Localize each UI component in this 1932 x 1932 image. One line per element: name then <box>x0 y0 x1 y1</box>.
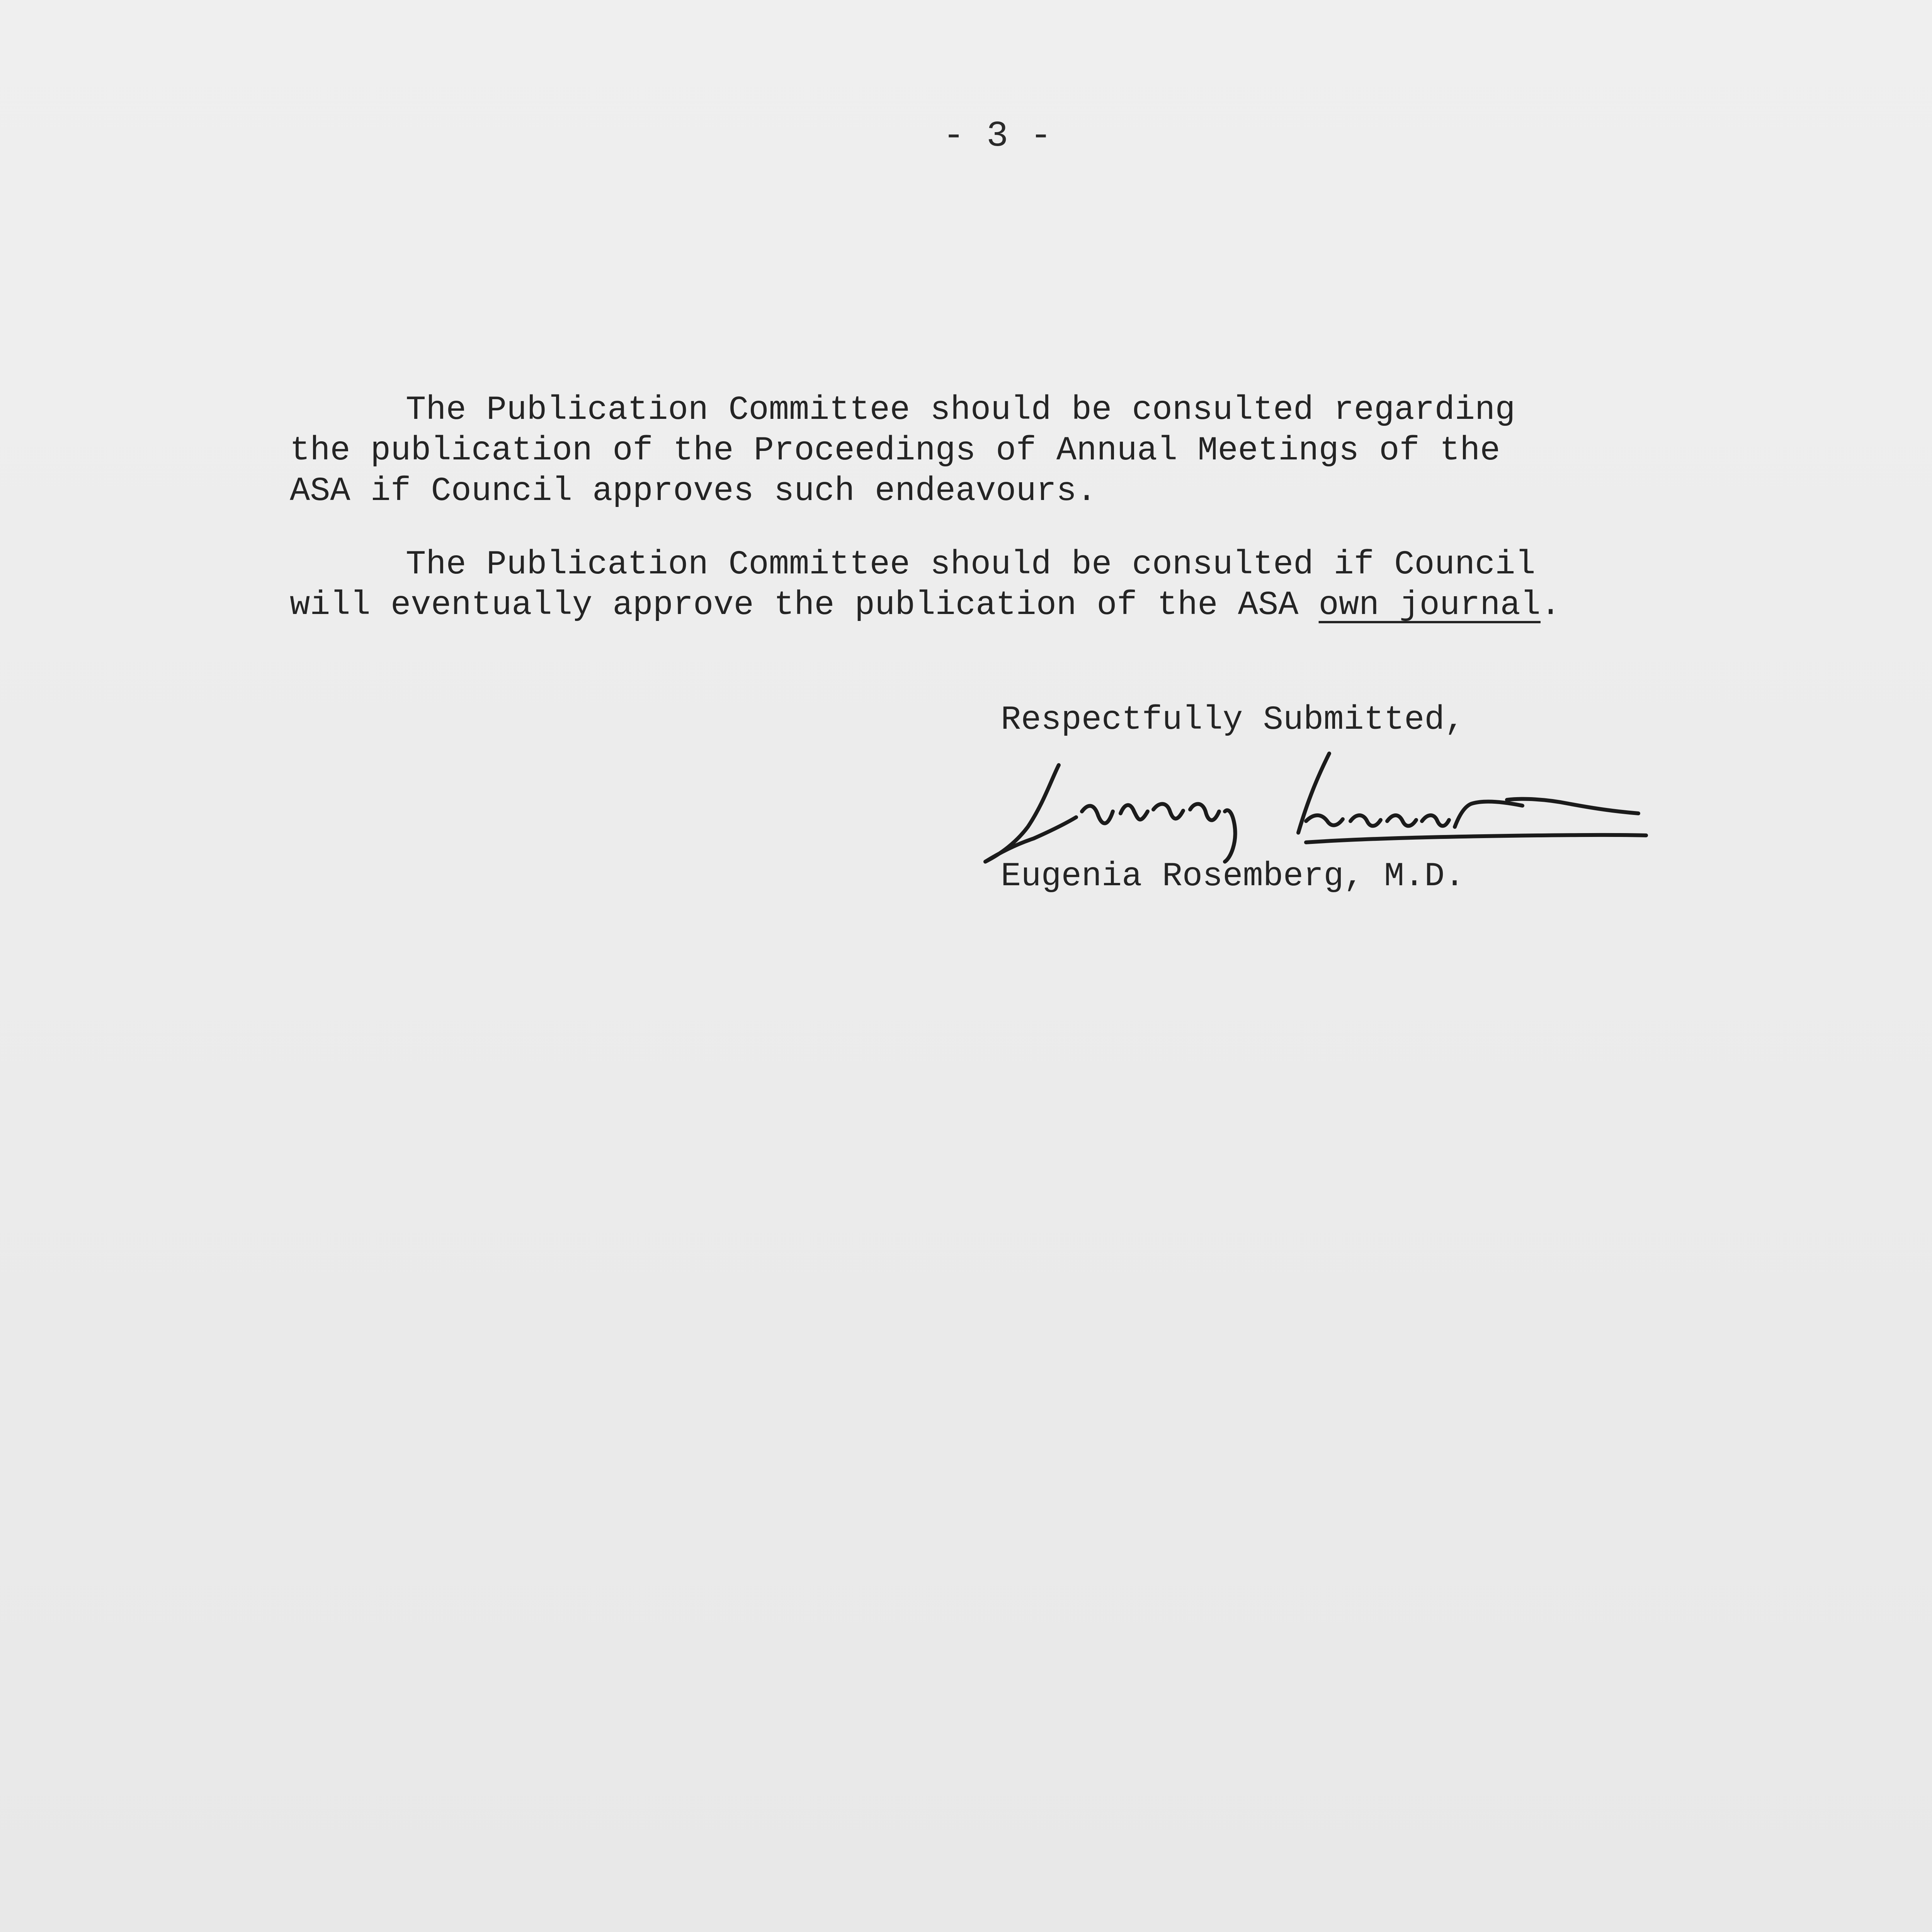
paragraph-2-line-2-text: will eventually approve the publication of the ASA <box>290 587 1319 624</box>
closing-phrase: Respectfully Submitted, <box>1001 701 1465 739</box>
paragraph-2-line-2 <box>290 585 1758 626</box>
paragraph-2-period: . <box>1540 587 1561 624</box>
paragraph-2 <box>290 545 1758 626</box>
page-number: - 3 - <box>943 116 1052 157</box>
paragraph-1-line-3: ASA if Council approves such endeavours. <box>290 473 1097 510</box>
paragraph-1-line-2: the publication of the Proceedings of Annual Meetings of the <box>290 432 1500 470</box>
paragraph-2-line-1: The Publication Committee should be consulted if Council <box>406 546 1536 584</box>
paragraph-1-line-1: The Publication Committee should be consulted regarding <box>406 391 1515 429</box>
underlined-own-journal: own journal <box>1318 587 1541 624</box>
signer-name: Eugenia Rosemberg, M.D. <box>1001 858 1465 896</box>
paragraph-1 <box>290 390 1758 512</box>
